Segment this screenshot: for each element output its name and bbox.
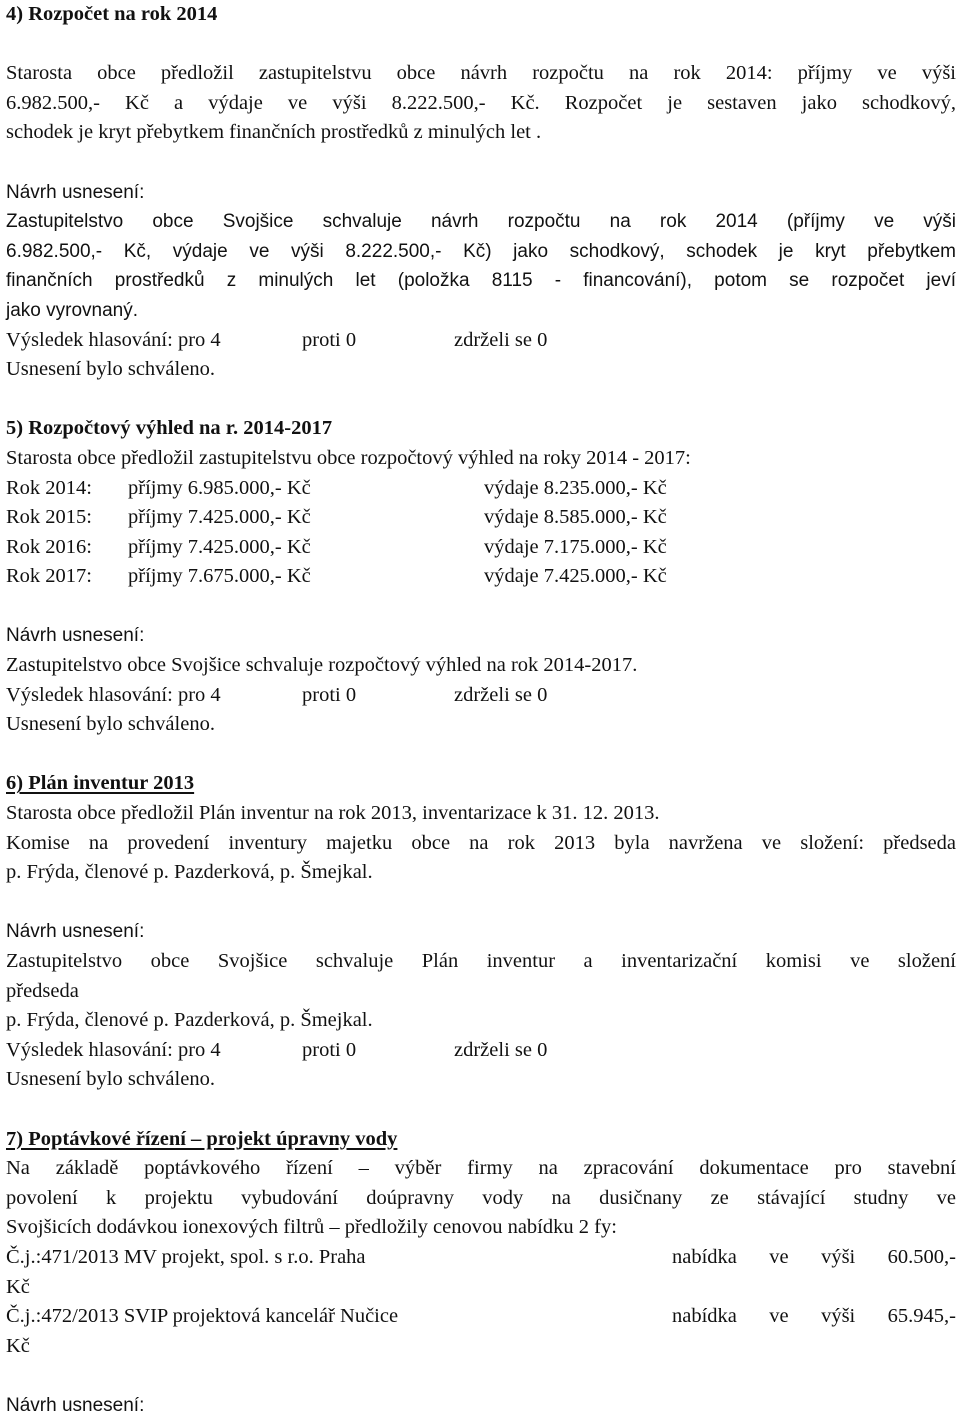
vote-against: proti 0	[302, 328, 357, 351]
budget-income: příjmy 6.985.000,- Kč	[128, 476, 311, 499]
budget-row	[6, 533, 956, 563]
vote-result	[6, 681, 956, 711]
section-5-intro: Starosta obce předložil zastupitelstvu obce rozpočtový výhled na roky 2014 - 2017:	[6, 446, 691, 469]
budget-income: příjmy 7.425.000,- Kč	[128, 506, 311, 529]
bid-offer: nabídka ve výši 60.500,-	[672, 1245, 956, 1268]
bid-firm: Č.j.:472/2013 SVIP projektová kancelář Nučice	[6, 1305, 399, 1328]
section-7-heading: 7) Poptávkové řízení – projekt úpravny vody	[6, 1127, 398, 1150]
section-5-heading-years: 2014-2017	[243, 417, 333, 440]
proposal-text: Zastupitelstvo obce Svojšice schvaluje rozpočtový výhled na rok 2014-2017.	[6, 654, 638, 677]
resolution-approved: Usnesení bylo schváleno.	[6, 713, 215, 736]
vote-result	[6, 326, 956, 356]
vote-for: Výsledek hlasování: pro 4	[6, 1038, 221, 1061]
section-4-heading: 4) Rozpočet na rok 2014	[6, 3, 218, 25]
budget-year: Rok 2016:	[6, 535, 92, 558]
section-4-text-line: 6.982.500,- Kč a výdaje ve výši 8.222.500,- Kč. Rozpočet je sestaven jako schodkový,	[6, 91, 956, 114]
bid-row	[6, 1302, 956, 1332]
budget-expense: výdaje 8.235.000,- Kč	[484, 476, 667, 499]
proposal-label: Návrh usnesení:	[6, 1394, 145, 1416]
budget-year: Rok 2017:	[6, 565, 92, 588]
section-5-heading	[6, 414, 956, 444]
section-6-heading: 6) Plán inventur 2013	[6, 772, 195, 795]
budget-expense: výdaje 7.425.000,- Kč	[484, 565, 667, 588]
budget-year: Rok 2015:	[6, 506, 92, 529]
proposal-label: Návrh usnesení:	[6, 625, 145, 647]
proposal-label: Návrh usnesení:	[6, 921, 145, 943]
vote-for: Výsledek hlasování: pro 4	[6, 683, 221, 706]
section-4-text-line: Starosta obce předložil zastupitelstvu obce návrh rozpočtu na rok 2014: příjmy ve výši	[6, 62, 956, 85]
budget-row	[6, 562, 956, 592]
vote-abstain: zdrželi se 0	[454, 1038, 548, 1061]
proposal-text-line: předseda	[6, 979, 79, 1002]
budget-expense: výdaje 8.585.000,- Kč	[484, 506, 667, 529]
budget-row	[6, 503, 956, 533]
budget-expense: výdaje 7.175.000,- Kč	[484, 535, 667, 558]
proposal-text-line: 6.982.500,- Kč, výdaje ve výši 8.222.500,- Kč) jako schodkový, schodek je kryt přebytkem	[6, 240, 956, 262]
vote-abstain: zdrželi se 0	[454, 683, 548, 706]
document-page	[6, 0, 956, 1421]
resolution-approved: Usnesení bylo schváleno.	[6, 1068, 215, 1091]
proposal-label: Návrh usnesení:	[6, 181, 145, 203]
vote-result	[6, 1036, 956, 1066]
section-4-text-line: schodek je kryt přebytkem finančních prostředků z minulých let .	[6, 121, 542, 144]
vote-abstain: zdrželi se 0	[454, 328, 548, 351]
proposal-text-line: jako vyrovnaný.	[6, 299, 139, 321]
bid-offer: nabídka ve výši 65.945,-	[672, 1305, 956, 1328]
proposal-text-line: finančních prostředků z minulých let (položka 8115 - financování), potom se rozpočet jeví	[6, 270, 956, 292]
bid-currency: Kč	[6, 1334, 30, 1357]
section-6-text-line: Komise na provedení inventury majetku obce na rok 2013 byla navržena ve složení: předseda	[6, 831, 956, 854]
bid-firm: Č.j.:471/2013 MV projekt, spol. s r.o. Praha	[6, 1245, 366, 1268]
section-6-text-line: p. Frýda, členové p. Pazderková, p. Šmejkal.	[6, 861, 373, 884]
section-7-text-line: Svojšicích dodávkou ionexových filtrů – předložily cenovou nabídku 2 fy:	[6, 1216, 617, 1239]
budget-row	[6, 474, 956, 504]
section-7-text-line: Na základě poptávkového řízení – výběr firmy na zpracování dokumentace pro stavební	[6, 1157, 956, 1180]
proposal-text-line: Zastupitelstvo obce Svojšice schvaluje návrh rozpočtu na rok 2014 (příjmy ve výši	[6, 211, 956, 233]
vote-against: proti 0	[302, 1038, 357, 1061]
vote-for: Výsledek hlasování: pro 4	[6, 328, 221, 351]
vote-against: proti 0	[302, 683, 357, 706]
budget-income: příjmy 7.675.000,- Kč	[128, 565, 311, 588]
budget-income: příjmy 7.425.000,- Kč	[128, 535, 311, 558]
section-7-text-line: povolení k projektu vybudování doúpravny vody na dusičnany ze stávající studny ve	[6, 1186, 956, 1209]
budget-year: Rok 2014:	[6, 476, 92, 499]
bid-row	[6, 1243, 956, 1273]
section-5-heading-text: 5) Rozpočtový výhled na r.	[6, 417, 239, 440]
proposal-text-line: Zastupitelstvo obce Svojšice schvaluje Plán inventur a inventarizační komisi ve složení	[6, 950, 956, 972]
section-6-text-line: Starosta obce předložil Plán inventur na rok 2013, inventarizace k 31. 12. 2013.	[6, 802, 660, 825]
bid-currency: Kč	[6, 1275, 30, 1298]
resolution-approved: Usnesení bylo schváleno.	[6, 358, 215, 381]
proposal-text-line: p. Frýda, členové p. Pazderková, p. Šmejkal.	[6, 1009, 373, 1032]
